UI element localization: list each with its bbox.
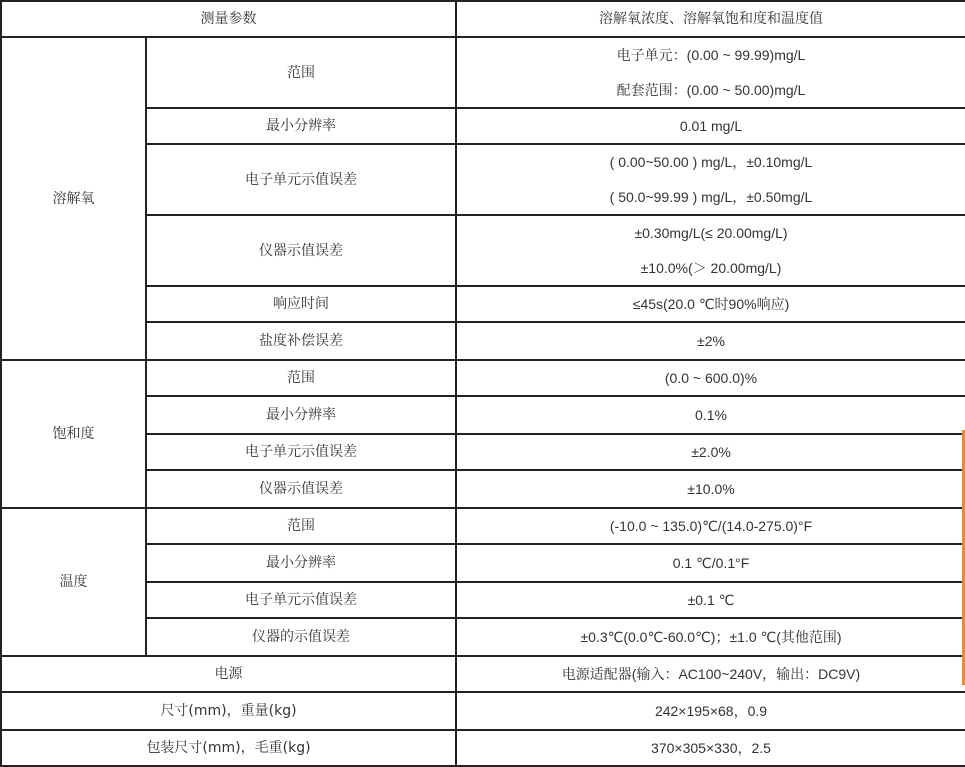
value-line: ±0.30mg/L(≤ 20.00mg/L) (634, 225, 788, 241)
param-label: 仪器的示值误差 (146, 618, 456, 656)
value-line: 配套范围：(0.00 ~ 50.00)mg/L (616, 82, 806, 98)
table-row (1, 582, 965, 618)
param-label: 最小分辨率 (146, 544, 456, 582)
param-label: 最小分辨率 (146, 396, 456, 434)
header-value-cell: 溶解氧浓度、溶解氧饱和度和温度值 (456, 1, 965, 37)
header-row (1, 1, 965, 37)
param-value: ±2% (456, 322, 965, 360)
table-row-size (1, 692, 965, 730)
table-row (1, 396, 965, 434)
header-param-cell: 测量参数 (1, 1, 456, 37)
param-label: 范围 (146, 508, 456, 544)
param-label: 最小分辨率 (146, 108, 456, 144)
param-value: ±0.3℃(0.0℃-60.0℃)；±1.0 ℃(其他范围) (456, 618, 965, 656)
param-label: 范围 (146, 37, 456, 108)
param-label: 电子单元示值误差 (146, 434, 456, 470)
param-label: 仪器示值误差 (146, 470, 456, 508)
param-value: (0.0 ~ 600.0)% (456, 360, 965, 396)
table-row (1, 470, 965, 508)
param-value: 0.01 mg/L (456, 108, 965, 144)
param-value (456, 37, 965, 108)
table-row-package (1, 730, 965, 766)
param-value: 370×305×330，2.5 (456, 730, 965, 766)
param-value: ±10.0% (456, 470, 965, 508)
param-label: 响应时间 (146, 286, 456, 322)
table-row (1, 618, 965, 656)
group-label-dissolved-oxygen: 溶解氧 (1, 37, 146, 360)
param-label: 电源 (1, 656, 456, 692)
value-line: ( 0.00~50.00 ) mg/L，±0.10mg/L (609, 154, 813, 170)
value-line: ( 50.0~99.99 ) mg/L，±0.50mg/L (609, 189, 813, 205)
param-label: 仪器示值误差 (146, 215, 456, 286)
table-row-power (1, 656, 965, 692)
value-line: ±10.0%(＞ 20.00mg/L) (640, 260, 782, 276)
value-line: 电子单元：(0.00 ~ 99.99)mg/L (616, 47, 806, 63)
param-label: 电子单元示值误差 (146, 144, 456, 215)
param-value (456, 215, 965, 286)
param-label: 电子单元示值误差 (146, 582, 456, 618)
table-row (1, 215, 965, 286)
param-value: ±0.1 ℃ (456, 582, 965, 618)
param-value: 0.1% (456, 396, 965, 434)
param-value: 242×195×68，0.9 (456, 692, 965, 730)
table-row (1, 108, 965, 144)
param-value: ≤45s(20.0 ℃时90%响应) (456, 286, 965, 322)
param-value: 0.1 ℃/0.1°F (456, 544, 965, 582)
param-value: ±2.0% (456, 434, 965, 470)
param-value: (-10.0 ~ 135.0)℃/(14.0-275.0)°F (456, 508, 965, 544)
table-row (1, 544, 965, 582)
param-label: 盐度补偿误差 (146, 322, 456, 360)
table-row (1, 322, 965, 360)
table-row (1, 286, 965, 322)
table-row (1, 144, 965, 215)
param-value (456, 144, 965, 215)
param-label: 范围 (146, 360, 456, 396)
table-row (1, 37, 965, 108)
group-label-saturation: 饱和度 (1, 360, 146, 508)
table-row (1, 360, 965, 396)
table-row (1, 508, 965, 544)
param-label: 尺寸(mm)，重量(kg) (1, 692, 456, 730)
table-row (1, 434, 965, 470)
group-label-temperature: 温度 (1, 508, 146, 656)
param-label: 包装尺寸(mm)，毛重(kg) (1, 730, 456, 766)
param-value: 电源适配器(输入：AC100~240V，输出：DC9V) (456, 656, 965, 692)
